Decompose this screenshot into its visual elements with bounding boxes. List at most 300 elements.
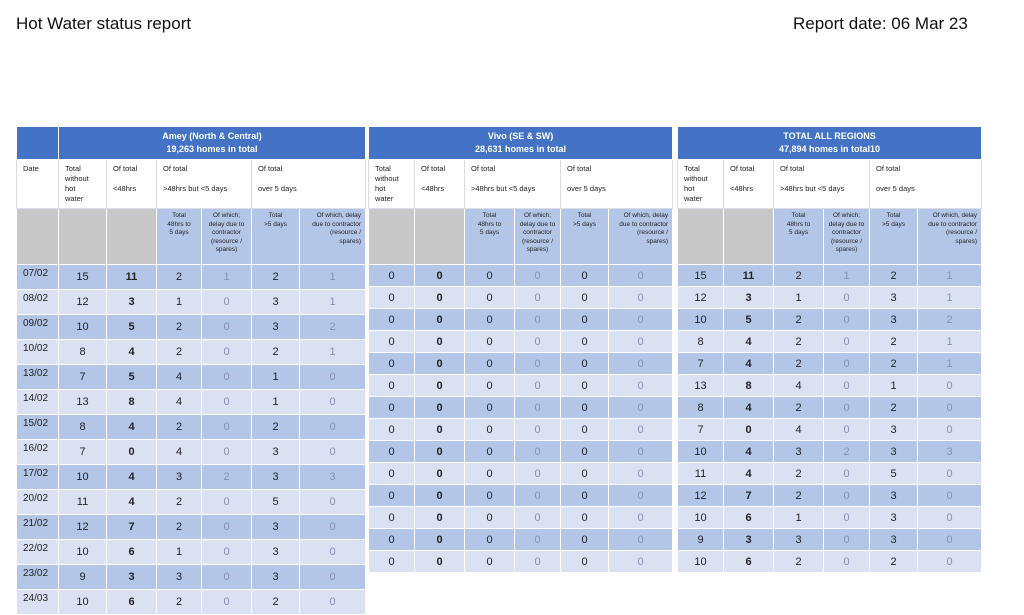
amey-cell: 12 bbox=[59, 515, 107, 540]
amey-cell: 2 bbox=[157, 515, 202, 540]
total-cell: 1 bbox=[918, 287, 982, 309]
total-table-row bbox=[678, 397, 982, 419]
total-table-row bbox=[678, 441, 982, 463]
total-cell: 5 bbox=[870, 463, 918, 485]
amey-cell: 1 bbox=[157, 540, 202, 565]
vivo-region-name: Vivo (SE & SW) bbox=[487, 131, 554, 141]
vivo-table-row bbox=[369, 353, 673, 375]
amey-cell: 4 bbox=[107, 465, 157, 490]
vivo-cell: 0 bbox=[609, 485, 673, 507]
amey-cell: 0 bbox=[202, 365, 252, 390]
amey-cell: 3 bbox=[157, 465, 202, 490]
vivo-table-row bbox=[369, 507, 673, 529]
vivo-cell: 0 bbox=[369, 309, 415, 331]
total-sub-delay-contractor-2: Of which, delay due to contractor (resource / spares) bbox=[918, 209, 982, 265]
total-cell: 0 bbox=[824, 529, 870, 551]
vivo-cell: 0 bbox=[415, 375, 465, 397]
amey-cell: 8 bbox=[107, 390, 157, 415]
vivo-cell: 0 bbox=[561, 309, 609, 331]
amey-cell: 5 bbox=[107, 365, 157, 390]
amey-table-row bbox=[17, 415, 366, 440]
amey-cell: 4 bbox=[107, 490, 157, 515]
vivo-cell: 0 bbox=[515, 529, 561, 551]
amey-cell: 0 bbox=[300, 565, 366, 590]
total-cell: 10 bbox=[678, 551, 724, 573]
total-cell: 3 bbox=[870, 419, 918, 441]
amey-table-row bbox=[17, 365, 366, 390]
total-cell: 0 bbox=[824, 375, 870, 397]
amey-table-row bbox=[17, 440, 366, 465]
amey-cell: 2 bbox=[252, 340, 300, 365]
vivo-cell: 0 bbox=[369, 331, 415, 353]
amey-table-row bbox=[17, 490, 366, 515]
total-table-row bbox=[678, 507, 982, 529]
sub-total-48hrs-5days: Total 48hrs to 5 days bbox=[157, 209, 202, 265]
total-cell: 0 bbox=[824, 287, 870, 309]
amey-cell: 9 bbox=[59, 565, 107, 590]
total-of-total-48hrs-5days-header: Of total >48hrs but <5 days bbox=[774, 160, 870, 209]
vivo-cell: 0 bbox=[609, 507, 673, 529]
amey-cell: 2 bbox=[157, 315, 202, 340]
total-table-row bbox=[678, 375, 982, 397]
total-total-without-hot-water-header: Total without hot water bbox=[678, 160, 724, 209]
amey-cell: 3 bbox=[300, 465, 366, 490]
total-cell: 6 bbox=[724, 507, 774, 529]
total-cell: 0 bbox=[824, 463, 870, 485]
total-table-row bbox=[678, 419, 982, 441]
total-region-table bbox=[677, 126, 981, 573]
vivo-cell: 0 bbox=[609, 331, 673, 353]
total-sub-total-48hrs-5days: Total 48hrs to 5 days bbox=[774, 209, 824, 265]
date-cell: 21/02 bbox=[17, 515, 59, 540]
total-cell: 10 bbox=[678, 441, 724, 463]
total-cell: 7 bbox=[724, 485, 774, 507]
vivo-cell: 0 bbox=[609, 419, 673, 441]
vivo-cell: 0 bbox=[369, 441, 415, 463]
total-cell: 8 bbox=[724, 375, 774, 397]
vivo-cell: 0 bbox=[515, 507, 561, 529]
amey-table-row bbox=[17, 590, 366, 615]
vivo-cell: 0 bbox=[515, 551, 561, 573]
total-cell: 1 bbox=[774, 507, 824, 529]
total-cell: 2 bbox=[918, 309, 982, 331]
total-sub-delay-contractor: Of which; delay due to contractor (resource / spares) bbox=[824, 209, 870, 265]
amey-region-table bbox=[16, 126, 365, 615]
vivo-table-row bbox=[369, 397, 673, 419]
vivo-cell: 0 bbox=[369, 529, 415, 551]
amey-cell: 3 bbox=[252, 315, 300, 340]
total-cell: 2 bbox=[774, 309, 824, 331]
amey-cell: 0 bbox=[202, 515, 252, 540]
amey-cell: 1 bbox=[157, 290, 202, 315]
amey-cell: 3 bbox=[107, 290, 157, 315]
total-cell: 0 bbox=[918, 529, 982, 551]
total-of-total-over-5days-header: Of total over 5 days bbox=[870, 160, 982, 209]
date-cell: 08/02 bbox=[17, 290, 59, 315]
total-cell: 4 bbox=[724, 331, 774, 353]
total-cell: 4 bbox=[724, 353, 774, 375]
vivo-cell: 0 bbox=[561, 397, 609, 419]
vivo-cell: 0 bbox=[415, 485, 465, 507]
total-cell: 0 bbox=[824, 419, 870, 441]
date-cell: 14/02 bbox=[17, 390, 59, 415]
date-cell: 15/02 bbox=[17, 415, 59, 440]
vivo-cell: 0 bbox=[609, 441, 673, 463]
amey-cell: 0 bbox=[202, 540, 252, 565]
vivo-table-row bbox=[369, 375, 673, 397]
vivo-cell: 0 bbox=[609, 353, 673, 375]
date-cell: 07/02 bbox=[17, 265, 59, 290]
amey-cell: 0 bbox=[202, 390, 252, 415]
amey-table-row bbox=[17, 315, 366, 340]
vivo-region-header bbox=[369, 127, 673, 160]
vivo-cell: 0 bbox=[609, 397, 673, 419]
vivo-cell: 0 bbox=[369, 551, 415, 573]
total-table-row bbox=[678, 463, 982, 485]
total-cell: 0 bbox=[824, 309, 870, 331]
vivo-cell: 0 bbox=[465, 551, 515, 573]
amey-cell: 1 bbox=[300, 340, 366, 365]
total-cell: 0 bbox=[918, 397, 982, 419]
vivo-table-row bbox=[369, 529, 673, 551]
amey-region-header bbox=[59, 127, 366, 160]
vivo-cell: 0 bbox=[515, 419, 561, 441]
amey-cell: 2 bbox=[157, 415, 202, 440]
total-cell: 2 bbox=[870, 265, 918, 287]
amey-cell: 7 bbox=[59, 365, 107, 390]
vivo-cell: 0 bbox=[465, 507, 515, 529]
amey-cell: 7 bbox=[59, 440, 107, 465]
total-table-row bbox=[678, 529, 982, 551]
vivo-cell: 0 bbox=[369, 485, 415, 507]
vivo-cell: 0 bbox=[415, 441, 465, 463]
amey-cell: 0 bbox=[300, 390, 366, 415]
total-cell: 0 bbox=[824, 551, 870, 573]
vivo-of-total-48hrs-5days-header: Of total >48hrs but <5 days bbox=[465, 160, 561, 209]
vivo-cell: 0 bbox=[415, 419, 465, 441]
amey-table-row bbox=[17, 565, 366, 590]
total-cell: 7 bbox=[678, 419, 724, 441]
total-cell: 15 bbox=[678, 265, 724, 287]
total-cell: 1 bbox=[774, 287, 824, 309]
date-cell: 16/02 bbox=[17, 440, 59, 465]
total-cell: 12 bbox=[678, 287, 724, 309]
total-cell: 0 bbox=[824, 397, 870, 419]
amey-table-row bbox=[17, 465, 366, 490]
vivo-cell: 0 bbox=[465, 485, 515, 507]
total-cell: 8 bbox=[678, 397, 724, 419]
amey-cell: 10 bbox=[59, 590, 107, 615]
vivo-cell: 0 bbox=[609, 287, 673, 309]
total-cell: 3 bbox=[870, 287, 918, 309]
total-cell: 0 bbox=[918, 463, 982, 485]
vivo-table-row bbox=[369, 265, 673, 287]
vivo-cell: 0 bbox=[515, 485, 561, 507]
vivo-table-row bbox=[369, 331, 673, 353]
total-cell: 10 bbox=[678, 507, 724, 529]
total-cell: 1 bbox=[824, 265, 870, 287]
amey-cell: 2 bbox=[202, 465, 252, 490]
amey-cell: 2 bbox=[300, 315, 366, 340]
report-date: Report date: 06 Mar 23 bbox=[793, 14, 968, 33]
amey-cell: 10 bbox=[59, 540, 107, 565]
vivo-cell: 0 bbox=[561, 463, 609, 485]
amey-table-row bbox=[17, 390, 366, 415]
total-cell: 0 bbox=[824, 331, 870, 353]
total-cell: 11 bbox=[678, 463, 724, 485]
vivo-cell: 0 bbox=[369, 397, 415, 419]
sub-delay-contractor-2: Of which, delay due to contractor (resource / spares) bbox=[300, 209, 366, 265]
amey-cell: 13 bbox=[59, 390, 107, 415]
amey-table-row bbox=[17, 540, 366, 565]
total-cell: 10 bbox=[678, 309, 724, 331]
amey-cell: 3 bbox=[157, 565, 202, 590]
vivo-cell: 0 bbox=[561, 331, 609, 353]
total-cell: 2 bbox=[870, 397, 918, 419]
vivo-cell: 0 bbox=[415, 397, 465, 419]
amey-cell: 0 bbox=[202, 340, 252, 365]
total-table-row bbox=[678, 265, 982, 287]
amey-cell: 12 bbox=[59, 290, 107, 315]
total-cell: 6 bbox=[724, 551, 774, 573]
vivo-cell: 0 bbox=[515, 375, 561, 397]
amey-cell: 8 bbox=[59, 340, 107, 365]
vivo-cell: 0 bbox=[369, 507, 415, 529]
total-cell: 0 bbox=[824, 353, 870, 375]
amey-cell: 0 bbox=[300, 415, 366, 440]
date-cell: 22/02 bbox=[17, 540, 59, 565]
vivo-table-row bbox=[369, 485, 673, 507]
total-cell: 3 bbox=[724, 529, 774, 551]
amey-table-row bbox=[17, 340, 366, 365]
vivo-cell: 0 bbox=[515, 309, 561, 331]
amey-cell: 2 bbox=[252, 265, 300, 290]
vivo-cell: 0 bbox=[561, 507, 609, 529]
total-cell: 2 bbox=[870, 551, 918, 573]
amey-cell: 3 bbox=[252, 465, 300, 490]
date-cell: 23/02 bbox=[17, 565, 59, 590]
vivo-table-row bbox=[369, 309, 673, 331]
amey-cell: 3 bbox=[252, 290, 300, 315]
amey-table-row bbox=[17, 265, 366, 290]
vivo-cell: 0 bbox=[369, 265, 415, 287]
total-cell: 0 bbox=[918, 375, 982, 397]
vivo-cell: 0 bbox=[609, 309, 673, 331]
total-cell: 1 bbox=[870, 375, 918, 397]
amey-cell: 2 bbox=[157, 265, 202, 290]
total-cell: 3 bbox=[918, 441, 982, 463]
amey-region-homes: 19,263 homes in total bbox=[166, 144, 258, 154]
vivo-total-without-hot-water-header: Total without hot water bbox=[369, 160, 415, 209]
vivo-cell: 0 bbox=[415, 507, 465, 529]
vivo-cell: 0 bbox=[465, 331, 515, 353]
vivo-cell: 0 bbox=[609, 551, 673, 573]
total-cell: 4 bbox=[724, 463, 774, 485]
vivo-cell: 0 bbox=[415, 463, 465, 485]
total-region-name: TOTAL ALL REGIONS bbox=[783, 131, 876, 141]
vivo-cell: 0 bbox=[369, 353, 415, 375]
vivo-cell: 0 bbox=[609, 529, 673, 551]
vivo-sub-total-48hrs-5days: Total 48hrs to 5 days bbox=[465, 209, 515, 265]
vivo-cell: 0 bbox=[415, 529, 465, 551]
vivo-table-row bbox=[369, 419, 673, 441]
date-column-header: Date bbox=[17, 160, 59, 209]
total-cell: 2 bbox=[774, 353, 824, 375]
amey-cell: 0 bbox=[202, 565, 252, 590]
amey-cell: 3 bbox=[252, 565, 300, 590]
total-cell: 2 bbox=[870, 353, 918, 375]
amey-cell: 0 bbox=[202, 490, 252, 515]
vivo-sub-delay-contractor-2: Of which, delay due to contractor (resource / spares) bbox=[609, 209, 673, 265]
vivo-cell: 0 bbox=[515, 353, 561, 375]
vivo-cell: 0 bbox=[515, 397, 561, 419]
amey-cell: 0 bbox=[107, 440, 157, 465]
total-cell: 8 bbox=[678, 331, 724, 353]
amey-table-row bbox=[17, 290, 366, 315]
vivo-cell: 0 bbox=[465, 463, 515, 485]
amey-cell: 5 bbox=[107, 315, 157, 340]
amey-cell: 6 bbox=[107, 590, 157, 615]
total-cell: 4 bbox=[774, 375, 824, 397]
total-cell: 2 bbox=[870, 331, 918, 353]
amey-cell: 2 bbox=[157, 490, 202, 515]
total-cell: 2 bbox=[774, 397, 824, 419]
vivo-cell: 0 bbox=[465, 397, 515, 419]
vivo-sub-delay-contractor: Of which; delay due to contractor (resource / spares) bbox=[515, 209, 561, 265]
amey-cell: 1 bbox=[202, 265, 252, 290]
vivo-cell: 0 bbox=[561, 529, 609, 551]
total-region-homes: 47,894 homes in total10 bbox=[779, 144, 881, 154]
vivo-cell: 0 bbox=[415, 265, 465, 287]
amey-cell: 0 bbox=[300, 590, 366, 615]
total-cell: 2 bbox=[774, 463, 824, 485]
total-cell: 1 bbox=[918, 331, 982, 353]
vivo-cell: 0 bbox=[415, 331, 465, 353]
of-total-48hrs-header: Of total <48hrs bbox=[107, 160, 157, 209]
page-title: Hot Water status report bbox=[16, 14, 192, 33]
vivo-cell: 0 bbox=[465, 287, 515, 309]
total-cell: 4 bbox=[774, 419, 824, 441]
vivo-cell: 0 bbox=[369, 463, 415, 485]
vivo-of-total-over-5days-header: Of total over 5 days bbox=[561, 160, 673, 209]
total-cell: 0 bbox=[918, 507, 982, 529]
vivo-cell: 0 bbox=[369, 419, 415, 441]
sub-total-over-5days: Total >5 days bbox=[252, 209, 300, 265]
total-cell: 2 bbox=[774, 265, 824, 287]
vivo-table-row bbox=[369, 463, 673, 485]
date-cell: 24/03 bbox=[17, 590, 59, 615]
total-cell: 1 bbox=[918, 265, 982, 287]
vivo-cell: 0 bbox=[465, 441, 515, 463]
vivo-cell: 0 bbox=[465, 375, 515, 397]
total-of-total-48hrs-header: Of total <48hrs bbox=[724, 160, 774, 209]
total-cell: 2 bbox=[774, 485, 824, 507]
amey-cell: 2 bbox=[157, 340, 202, 365]
total-cell: 0 bbox=[918, 551, 982, 573]
amey-cell: 2 bbox=[252, 590, 300, 615]
amey-cell: 4 bbox=[157, 390, 202, 415]
vivo-cell: 0 bbox=[515, 463, 561, 485]
amey-cell: 0 bbox=[300, 540, 366, 565]
total-cell: 0 bbox=[918, 485, 982, 507]
vivo-cell: 0 bbox=[609, 265, 673, 287]
vivo-cell: 0 bbox=[415, 353, 465, 375]
amey-cell: 0 bbox=[300, 515, 366, 540]
amey-cell: 0 bbox=[300, 490, 366, 515]
vivo-cell: 0 bbox=[561, 265, 609, 287]
vivo-cell: 0 bbox=[369, 287, 415, 309]
vivo-cell: 0 bbox=[465, 309, 515, 331]
total-cell: 3 bbox=[774, 441, 824, 463]
amey-cell: 1 bbox=[300, 290, 366, 315]
amey-cell: 4 bbox=[107, 340, 157, 365]
total-cell: 2 bbox=[774, 331, 824, 353]
vivo-cell: 0 bbox=[561, 485, 609, 507]
vivo-cell: 0 bbox=[561, 419, 609, 441]
vivo-cell: 0 bbox=[561, 551, 609, 573]
vivo-cell: 0 bbox=[561, 375, 609, 397]
amey-cell: 5 bbox=[252, 490, 300, 515]
date-cell: 09/02 bbox=[17, 315, 59, 340]
date-cell: 20/02 bbox=[17, 490, 59, 515]
total-region-header bbox=[678, 127, 982, 160]
vivo-cell: 0 bbox=[415, 287, 465, 309]
date-cell: 17/02 bbox=[17, 465, 59, 490]
vivo-cell: 0 bbox=[515, 265, 561, 287]
vivo-cell: 0 bbox=[465, 419, 515, 441]
amey-cell: 0 bbox=[300, 365, 366, 390]
vivo-sub-total-over-5days: Total >5 days bbox=[561, 209, 609, 265]
total-table-row bbox=[678, 353, 982, 375]
vivo-cell: 0 bbox=[465, 265, 515, 287]
total-table-row bbox=[678, 287, 982, 309]
total-cell: 3 bbox=[774, 529, 824, 551]
vivo-region-homes: 28,631 homes in total bbox=[475, 144, 567, 154]
total-cell: 4 bbox=[724, 397, 774, 419]
vivo-cell: 0 bbox=[465, 353, 515, 375]
total-without-hot-water-header: Total without hot water bbox=[59, 160, 107, 209]
total-cell: 2 bbox=[824, 441, 870, 463]
vivo-cell: 0 bbox=[369, 375, 415, 397]
vivo-cell: 0 bbox=[465, 529, 515, 551]
total-cell: 3 bbox=[870, 507, 918, 529]
total-cell: 7 bbox=[678, 353, 724, 375]
amey-cell: 4 bbox=[157, 365, 202, 390]
total-cell: 13 bbox=[678, 375, 724, 397]
total-cell: 3 bbox=[870, 441, 918, 463]
total-cell: 12 bbox=[678, 485, 724, 507]
amey-cell: 0 bbox=[300, 440, 366, 465]
total-cell: 2 bbox=[774, 551, 824, 573]
amey-cell: 0 bbox=[202, 590, 252, 615]
amey-cell: 1 bbox=[252, 365, 300, 390]
vivo-cell: 0 bbox=[415, 551, 465, 573]
total-cell: 0 bbox=[918, 419, 982, 441]
amey-cell: 11 bbox=[59, 490, 107, 515]
total-table-row bbox=[678, 485, 982, 507]
of-total-over-5days-header: Of total over 5 days bbox=[252, 160, 366, 209]
amey-cell: 6 bbox=[107, 540, 157, 565]
amey-cell: 3 bbox=[107, 565, 157, 590]
amey-cell: 0 bbox=[202, 290, 252, 315]
vivo-cell: 0 bbox=[561, 441, 609, 463]
vivo-cell: 0 bbox=[609, 375, 673, 397]
amey-cell: 4 bbox=[157, 440, 202, 465]
amey-cell: 2 bbox=[252, 415, 300, 440]
vivo-region-table bbox=[368, 126, 672, 573]
amey-table-row bbox=[17, 515, 366, 540]
total-cell: 1 bbox=[918, 353, 982, 375]
